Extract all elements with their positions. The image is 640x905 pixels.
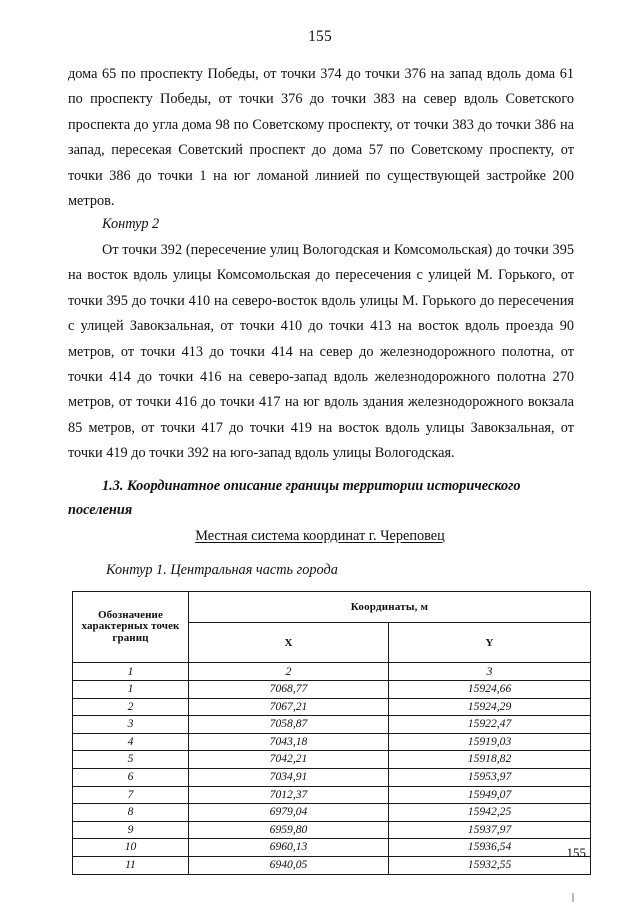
cell-y: 15924,29: [389, 698, 591, 716]
table-row: [73, 786, 591, 804]
cell-x: 7058,87: [189, 716, 389, 734]
cell-x: 7034,91: [189, 768, 389, 786]
numbering-cell-1: 1: [73, 663, 189, 681]
cell-point: 11: [73, 856, 189, 874]
table-row: [73, 821, 591, 839]
table-body: [73, 663, 591, 875]
cell-point: 3: [73, 716, 189, 734]
cell-point: 6: [73, 768, 189, 786]
cell-x: 7042,21: [189, 751, 389, 769]
cell-x: 7043,18: [189, 733, 389, 751]
cell-y: 15936,54: [389, 839, 591, 857]
cell-y: 15937,97: [389, 821, 591, 839]
cell-y: 15924,66: [389, 681, 591, 699]
cell-x: 7012,37: [189, 786, 389, 804]
coordinate-system-label: Местная система координат г. Череповец: [195, 528, 445, 544]
column-header-coordinates: Координаты, м: [189, 592, 591, 623]
cell-x: 6959,80: [189, 821, 389, 839]
cell-point: 10: [73, 839, 189, 857]
table-row: [73, 768, 591, 786]
cell-y: 15919,03: [389, 733, 591, 751]
contour-2-heading: Контур 2: [102, 216, 160, 232]
coordinates-table-wrapper: [72, 591, 590, 875]
table-header-row-1: [73, 592, 591, 623]
cell-x: 6960,13: [189, 839, 389, 857]
paragraph-continued: дома 65 по проспекту Победы, от точки 374 до точки 376 на запад вдоль дома 61 по проспекту Победы, от точки 376 до точки 383 на север вдоль Советского проспекта до угла дома 98 по Советскому проспекту, от точки 383 до точки 386 на запад, пересекая Советский проспект до дома 57 по Советскому проспекту, от точки 386 до точки 1 на юг ломаной линией по существующей застройке 200 метров.: [68, 66, 574, 210]
cell-y: 15918,82: [389, 751, 591, 769]
page-number-top: 155: [308, 28, 332, 45]
column-header-point-designation: Обозначение характерных точек границ: [73, 592, 189, 663]
cell-point: 4: [73, 733, 189, 751]
table-numbering-row: [73, 663, 591, 681]
cell-x: 7067,21: [189, 698, 389, 716]
cell-x: 6979,04: [189, 804, 389, 822]
cell-y: 15949,07: [389, 786, 591, 804]
cell-y: 15922,47: [389, 716, 591, 734]
table-row: [73, 681, 591, 699]
section-heading-1-3: 1.3. Координатное описание границы территории исторического поселения: [68, 478, 521, 518]
continued-paragraph-block: [68, 62, 574, 214]
cell-point: 5: [73, 751, 189, 769]
cell-point: 1: [73, 681, 189, 699]
table-row: [73, 751, 591, 769]
page-number-bottom: 155: [566, 845, 586, 860]
numbering-cell-2: 2: [189, 663, 389, 681]
column-header-y: Y: [389, 623, 591, 663]
coordinates-table: [72, 591, 591, 875]
coordinate-system-line: [0, 525, 640, 547]
paragraph-contour-2: От точки 392 (пересечение улиц Вологодская и Комсомольская) до точки 395 на восток вдоль улицы Комсомольская до пересечения с улицей М. Горького, от точки 395 до точки 410 на северо-восток вдоль улицы М. Горького до пересечения с улицей Завокзальная, от точки 410 до точки 413 на восток вдоль проезда 90 метров, от точки 413 до точки 414 на север до железнодорожного полотна, от точки 414 до точки 416 на северо-запад вдоль железнодорожного полотна 270 метров, от точки 416 до точки 417 на юг вдоль здания железнодорожного вокзала 85 метров, от точки 417 до точки 419 на восток вдоль улицы Завокзальная, от точки 419 до точки 392 на юго-запад вдоль улицы Вологодская.: [68, 242, 574, 462]
table-row: [73, 716, 591, 734]
cell-y: 15942,25: [389, 804, 591, 822]
cell-x: 7068,77: [189, 681, 389, 699]
table-head: [73, 592, 591, 663]
cell-point: 8: [73, 804, 189, 822]
scan-artifact-mark: [572, 893, 574, 902]
contour-2-paragraph-block: [68, 238, 574, 467]
column-header-x: X: [189, 623, 389, 663]
table-row: [73, 804, 591, 822]
cell-y: 15953,97: [389, 768, 591, 786]
table-row: [73, 698, 591, 716]
table-caption-contour-1: Контур 1. Центральная часть города: [106, 562, 338, 578]
cell-point: 9: [73, 821, 189, 839]
numbering-cell-3: 3: [389, 663, 591, 681]
cell-point: 2: [73, 698, 189, 716]
table-row: [73, 733, 591, 751]
cell-y: 15932,55: [389, 856, 591, 874]
cell-point: 7: [73, 786, 189, 804]
cell-x: 6940,05: [189, 856, 389, 874]
